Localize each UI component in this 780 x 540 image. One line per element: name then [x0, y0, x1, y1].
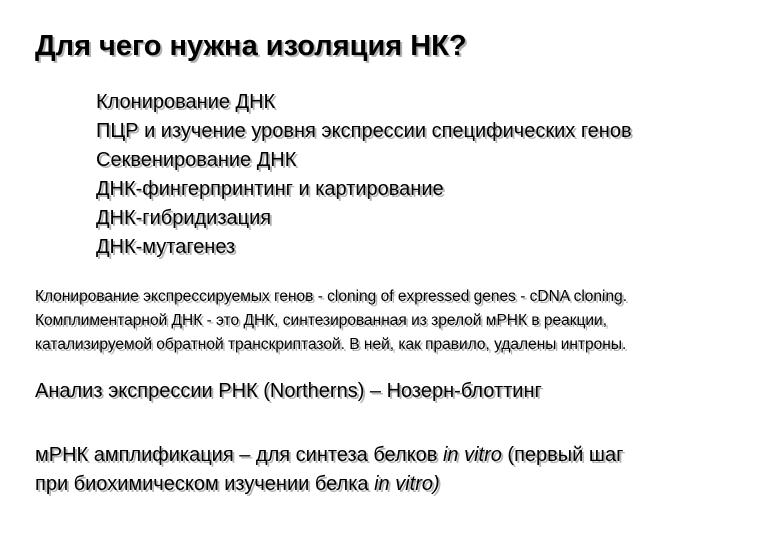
- list-item: Секвенирование ДНК: [96, 149, 297, 171]
- cloning-note-line: Комплиментарной ДНК - это ДНК, синтезированная из зрелой мРНК в реакции,: [35, 312, 608, 329]
- amplification-text: [35, 441, 755, 499]
- list-item: Клонирование ДНК: [96, 91, 276, 113]
- applications-list: [96, 88, 632, 262]
- amp-italic: in vitro): [374, 473, 440, 495]
- amplification-line-2: [35, 470, 755, 499]
- amp-text: (первый шаг: [501, 444, 624, 466]
- cloning-note: [35, 285, 745, 357]
- cloning-note-line: Клонирование экспрессируемых генов - cloning of expressed genes - cDNA cloning.: [35, 288, 628, 305]
- list-item: ПЦР и изучение уровня экспрессии специфических генов: [96, 120, 632, 142]
- list-item: ДНК-мутагенез: [96, 236, 236, 258]
- amplification-line-1: [35, 441, 755, 470]
- list-item: ДНК-фингерпринтинг и картирование: [96, 178, 444, 200]
- amp-text: мРНК амплификация – для синтеза белков: [35, 444, 443, 466]
- slide-title: Для чего нужна изоляция НК?: [35, 30, 467, 62]
- rna-analysis-text: Анализ экспрессии РНК (Northerns) – Нозерн-блоттинг: [35, 380, 542, 402]
- cloning-note-line: катализируемой обратной транскриптазой. В ней, как правило, удалены интроны.: [35, 336, 627, 353]
- list-item: ДНК-гибридизация: [96, 207, 272, 229]
- amp-italic: in vitro: [442, 444, 502, 466]
- amp-text: при биохимическом изучении белка: [35, 473, 375, 495]
